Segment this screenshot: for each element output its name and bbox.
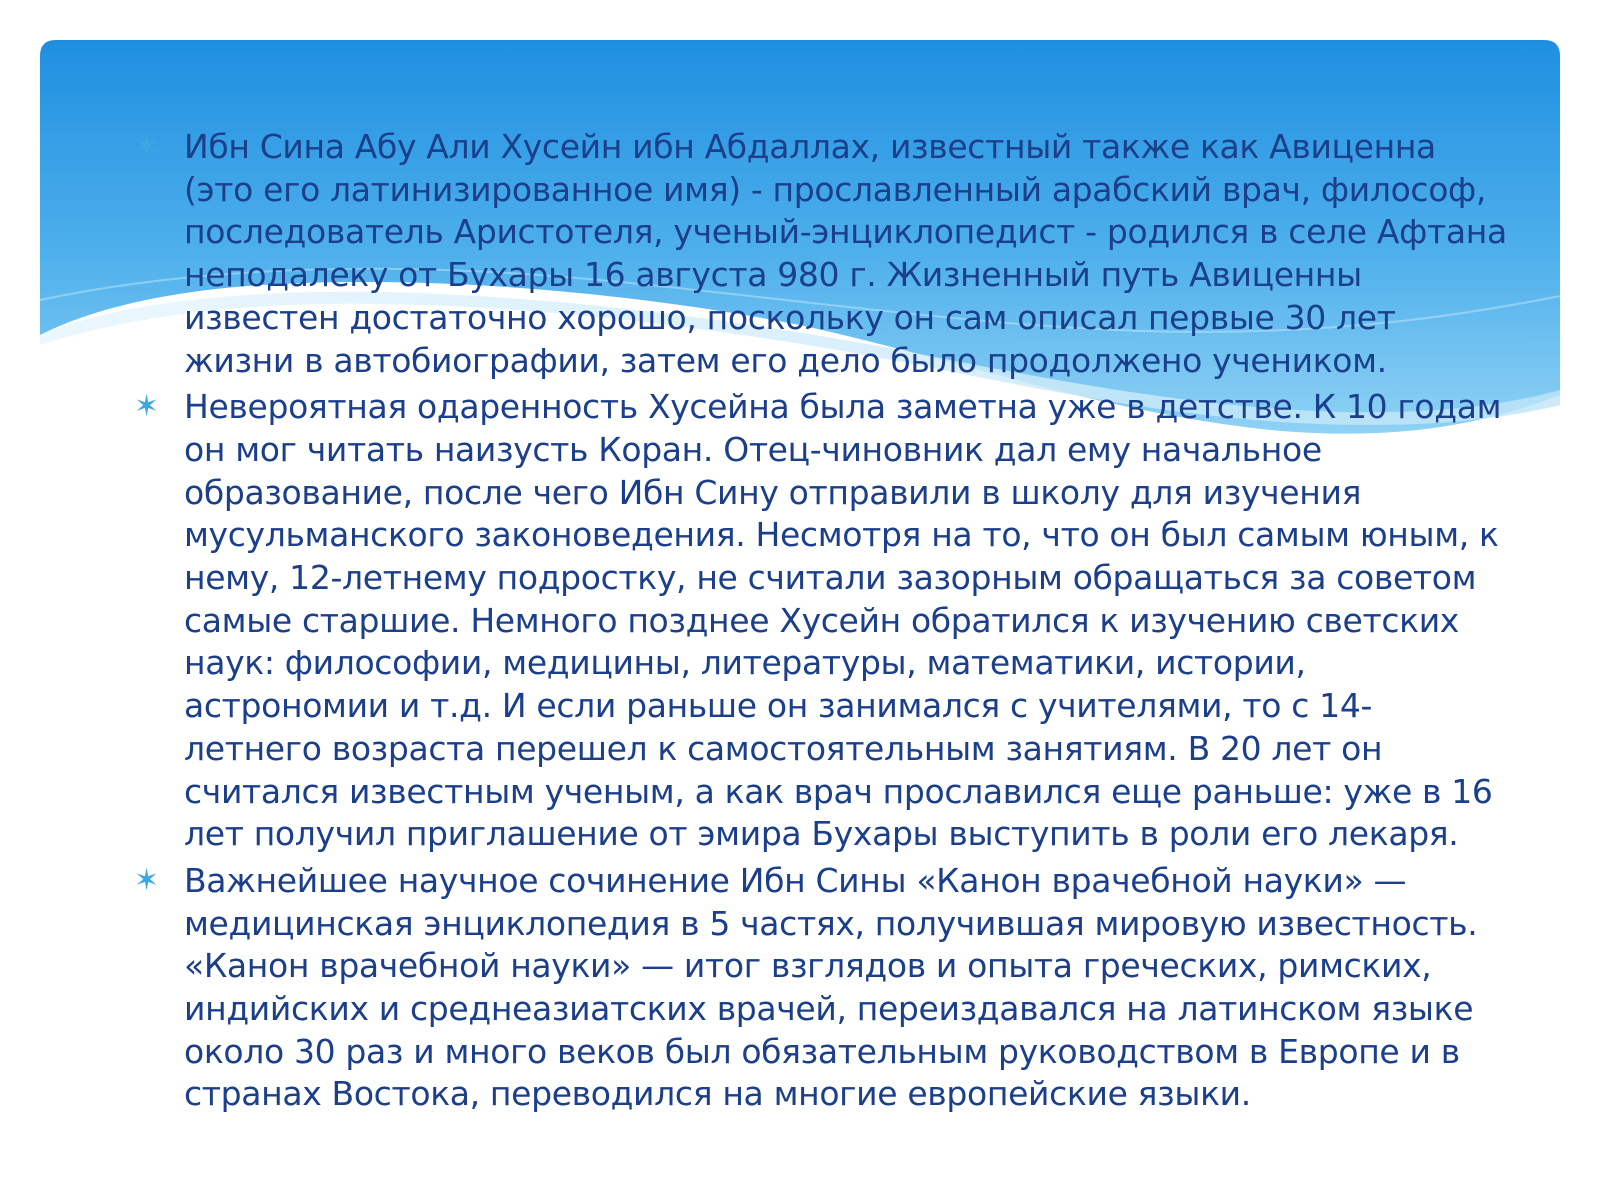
bullet-text: Важнейшее научное сочинение Ибн Сины «Канон врачебной науки» — медицинская энциклопедия в 5 частях, получившая мировую известность. «Канон врачебной науки» — итог взглядов и опыта греческих, римских, индийских и среднеазиатских врачей, переиздавался на латинском языке около 30 раз и много веков был обязательным руководством в Европе и в странах Востока, переводился на многие европейские языки.	[184, 860, 1478, 1114]
bullet-text: Ибн Сина Абу Али Хусейн ибн Абдаллах, известный также как Авиценна (это его латинизированное имя) - прославленный арабский врач, философ, последователь Аристотеля, ученый-энциклопедист - родился в селе Афтана неподалеку от Бухары 16 августа 980 г. Жизненный путь Авиценны известен достаточно хорошо, поскольку он сам описал первые 30 лет жизни в автобиографии, затем его дело было продолжено учеником.	[184, 127, 1507, 380]
bullet-item	[134, 126, 1509, 382]
asterisk-icon: ✶	[134, 389, 159, 425]
asterisk-icon: ✶	[134, 862, 159, 898]
bullet-list	[134, 126, 1509, 1120]
bullet-item	[134, 860, 1509, 1116]
asterisk-icon: ✶	[134, 129, 159, 164]
bullet-item	[134, 386, 1509, 856]
bullet-text: Невероятная одаренность Хусейна была заметна уже в детстве. К 10 годам он мог читать наизусть Коран. Отец-чиновник дал ему начальное образование, после чего Ибн Сину отправили в школу для изучения мусульманского законоведения. Несмотря на то, что он был самым юным, к нему, 12-летнему подростку, не считали зазорным обращаться за советом самые старшие. Немного позднее Хусейн обратился к изучению светских наук: философии, медицины, литературы, математики, истории, астрономии и т.д. И если раньше он занимался с учителями, то с 14-летнего возраста перешел к самостоятельным занятиям. В 20 лет он считался известным ученым, а как врач прославился еще раньше: уже в 16 лет получил приглашение от эмира Бухары выступить в роли его лекаря.	[184, 387, 1502, 854]
